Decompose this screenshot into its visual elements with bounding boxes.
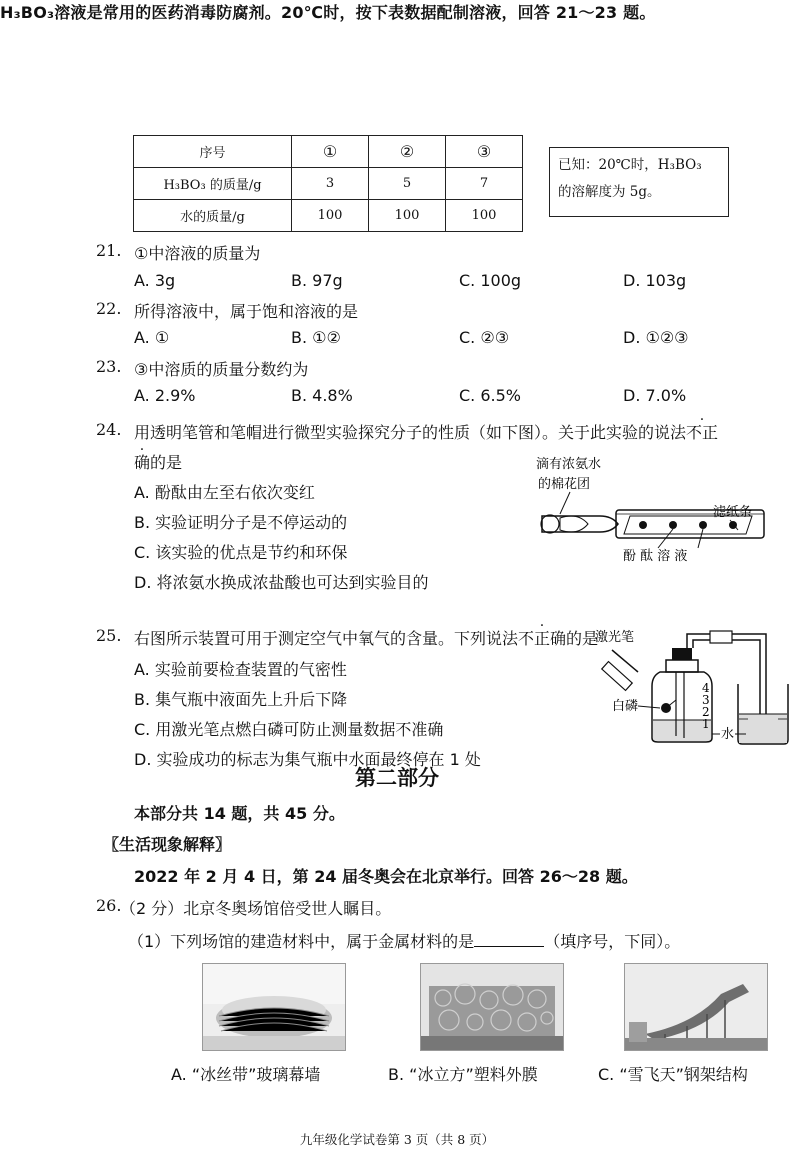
question-number: 22. bbox=[96, 299, 122, 318]
question-number: 24. bbox=[96, 420, 122, 439]
ice-cube-photo bbox=[420, 963, 564, 1051]
scale-mark: 3 bbox=[702, 693, 710, 707]
option: D. 将浓氨水换成浓盐酸也可达到实验目的 bbox=[134, 573, 429, 592]
context-text: 2022 年 2 月 4 日，第 24 届冬奥会在北京举行。回答 26～28 题。 bbox=[134, 867, 638, 886]
option: C. 100g bbox=[459, 271, 522, 290]
option: C. 该实验的优点是节约和环保 bbox=[134, 543, 348, 562]
option: B. 实验证明分子是不停运动的 bbox=[134, 513, 348, 532]
question-text-part: 用透明笔管和笔帽进行微型实验探究分子的性质（如下图）。关于此实验的说法 bbox=[134, 423, 687, 442]
option: A. 酚酞由左至右依次变红 bbox=[134, 483, 315, 502]
sub-question-part: （填序号，下同）。 bbox=[544, 932, 681, 951]
known-info-box bbox=[549, 147, 729, 217]
table-cell: 7 bbox=[446, 168, 523, 200]
oxygen-measurement-figure bbox=[590, 624, 790, 749]
question-text-part: 的是 bbox=[150, 453, 183, 472]
question-text: ③中溶质的质量分数约为 bbox=[134, 360, 309, 379]
molecule-experiment-figure bbox=[530, 452, 775, 567]
option: A. 3g bbox=[134, 271, 176, 290]
option: B. 4.8% bbox=[291, 386, 353, 405]
table-header: 序号 bbox=[134, 136, 292, 168]
question-number: 26. bbox=[96, 896, 122, 915]
table-cell: 水的质量/g bbox=[134, 200, 292, 232]
figure-label: 激光笔 bbox=[595, 630, 635, 645]
question-text bbox=[134, 626, 598, 649]
known-line: 已知：20℃时，H₃BO₃ bbox=[558, 157, 702, 173]
solution-table bbox=[133, 135, 523, 232]
table-header-row bbox=[134, 136, 523, 168]
option: B. ①② bbox=[291, 328, 341, 347]
table-cell: 5 bbox=[369, 168, 446, 200]
table-row bbox=[134, 200, 523, 232]
option: C. ②③ bbox=[459, 328, 510, 347]
question-number: 25. bbox=[96, 626, 122, 645]
category-heading: 〖生活现象解释〗 bbox=[103, 835, 232, 854]
page-footer: 九年级化学试卷第 3 页（共 8 页） bbox=[299, 1132, 495, 1147]
question-text-cont bbox=[134, 450, 182, 473]
option: D. ①②③ bbox=[623, 328, 689, 347]
table-cell: 3 bbox=[292, 168, 369, 200]
ice-ribbon-photo bbox=[202, 963, 346, 1051]
option: A. ① bbox=[134, 328, 170, 347]
section-summary: 本部分共 14 题，共 45 分。 bbox=[134, 804, 345, 823]
photo-caption: A. “冰丝带”玻璃幕墙 bbox=[171, 1065, 321, 1084]
question-number: 21. bbox=[96, 241, 122, 260]
option: D. 实验成功的标志为集气瓶中水面最终停在 1 处 bbox=[134, 750, 481, 769]
option: A. 实验前要检查装置的气密性 bbox=[134, 660, 347, 679]
table-header: ② bbox=[369, 136, 446, 168]
sub-question-part: （1）下列场馆的建造材料中，属于金属材料的是 bbox=[128, 932, 475, 951]
figure-label: 水 bbox=[721, 727, 735, 742]
question-text-part: 右图所示装置可用于测定空气中氧气的含量。下列说法 bbox=[134, 629, 519, 648]
table-header: ③ bbox=[446, 136, 523, 168]
option: A. 2.9% bbox=[134, 386, 196, 405]
scale-mark: 2 bbox=[702, 705, 710, 719]
question-text-part: 的是 bbox=[566, 629, 599, 648]
option: C. 6.5% bbox=[459, 386, 521, 405]
emphasis-text: 不正确 bbox=[518, 629, 567, 648]
emphasis-text: 确 bbox=[134, 453, 151, 472]
table-row bbox=[134, 168, 523, 200]
intro-text: H₃BO₃溶液是常用的医药消毒防腐剂。20℃时，按下表数据配制溶液，回答 21～23 题。 bbox=[0, 3, 656, 22]
snow-flying-sky-photo bbox=[624, 963, 768, 1051]
question-text bbox=[134, 420, 718, 443]
emphasis-text: 不正 bbox=[686, 423, 719, 442]
figure-label: 酚 酞 溶 液 bbox=[623, 549, 688, 564]
table-header: ① bbox=[292, 136, 369, 168]
photo-caption: C. “雪飞天”钢架结构 bbox=[598, 1065, 748, 1084]
question-text: ①中溶液的质量为 bbox=[134, 244, 261, 263]
figure-label: 白磷 bbox=[612, 699, 639, 714]
figure-label: 滤纸条 bbox=[713, 505, 753, 520]
table-cell: 100 bbox=[292, 200, 369, 232]
option: C. 用激光笔点燃白磷可防止测量数据不准确 bbox=[134, 720, 444, 739]
option: B. 集气瓶中液面先上升后下降 bbox=[134, 690, 348, 709]
question-text: 所得溶液中，属于饱和溶液的是 bbox=[134, 302, 359, 321]
figure-label: 的棉花团 bbox=[538, 477, 591, 492]
option: D. 7.0% bbox=[623, 386, 687, 405]
photo-caption: B. “冰立方”塑料外膜 bbox=[388, 1065, 538, 1084]
question-number: 23. bbox=[96, 357, 122, 376]
answer-blank[interactable] bbox=[474, 932, 544, 947]
figure-label: 滴有浓氨水 bbox=[536, 457, 602, 472]
scale-mark: 1 bbox=[702, 717, 710, 731]
option: D. 103g bbox=[623, 271, 687, 290]
scale-mark: 4 bbox=[702, 681, 710, 695]
table-cell: 100 bbox=[446, 200, 523, 232]
question-text: （2 分）北京冬奥场馆倍受世人瞩目。 bbox=[120, 899, 392, 918]
known-line: 的溶解度为 5g。 bbox=[558, 184, 661, 200]
option: B. 97g bbox=[291, 271, 343, 290]
section-title: 第二部分 bbox=[355, 766, 439, 790]
sub-question bbox=[128, 929, 680, 952]
table-cell: 100 bbox=[369, 200, 446, 232]
table-cell: H₃BO₃ 的质量/g bbox=[134, 168, 292, 200]
